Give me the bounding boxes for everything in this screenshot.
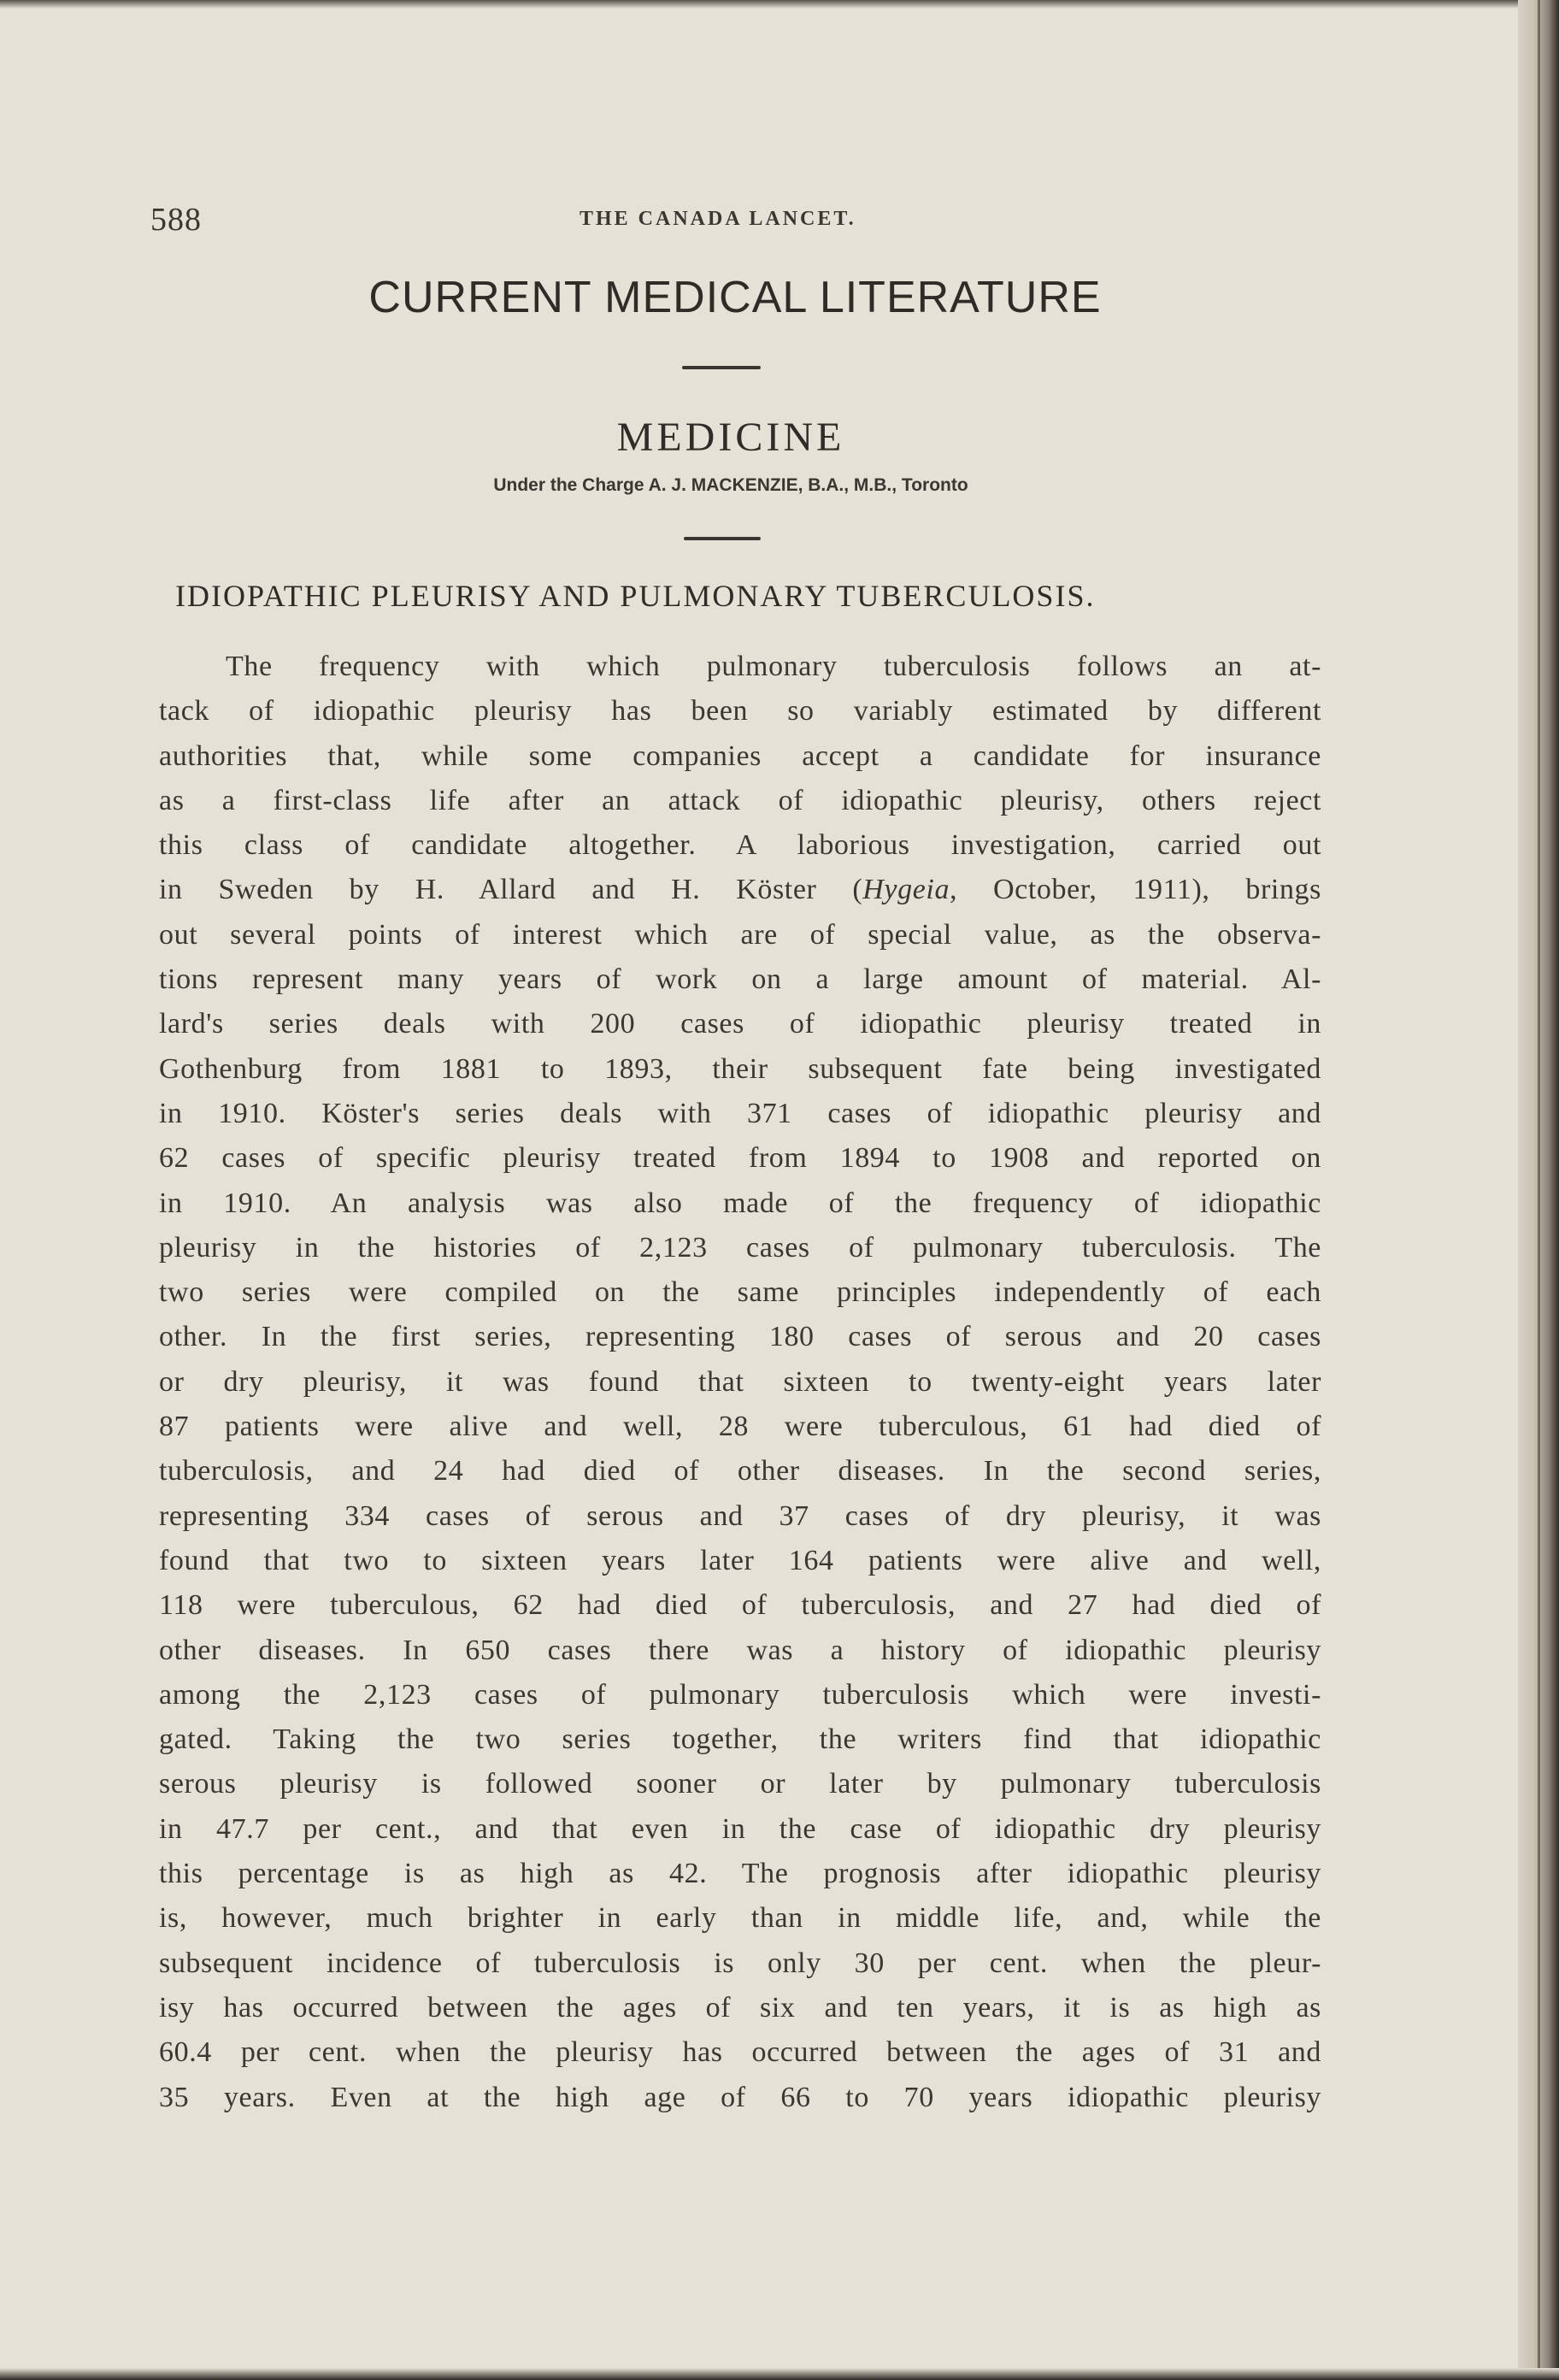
text-line: in 1910. Köster's series deals with 371 cases of idiopathic pleurisy and: [159, 1097, 1321, 1129]
article-title: IDIOPATHIC PLEURISY AND PULMONARY TUBERCULOSIS.: [175, 579, 1096, 613]
text-line: gated. Taking the two series together, the writers find that idiopathic: [159, 1723, 1321, 1756]
text-line: 60.4 per cent. when the pleurisy has occurred between the ages of 31 and: [159, 2036, 1321, 2069]
text-line: in 1910. An analysis was also made of the frequency of idiopathic: [159, 1187, 1321, 1219]
text-line: pleurisy in the histories of 2,123 cases of pulmonary tuberculosis. The: [159, 1231, 1321, 1264]
text-line: 62 cases of specific pleurisy treated from 1894 to 1908 and reported on: [159, 1142, 1321, 1175]
text-line: found that two to sixteen years later 164 patients were alive and well,: [159, 1544, 1321, 1576]
text-line: two series were compiled on the same principles independently of each: [159, 1276, 1321, 1309]
text-line: Gothenburg from 1881 to 1893, their subsequent fate being investigated: [159, 1052, 1321, 1085]
text-line: as a first-class life after an attack of idiopathic pleurisy, others reject: [159, 784, 1321, 816]
text-segment: October, 1911), brings: [957, 874, 1321, 906]
text-line: tions represent many years of work on a large amount of material. Al-: [159, 963, 1321, 996]
ornamental-rule: [684, 537, 761, 540]
page-number: 588: [150, 202, 202, 238]
subsection-title: MEDICINE: [616, 415, 845, 460]
text-line: among the 2,123 cases of pulmonary tuberculosis which were investi-: [159, 1678, 1321, 1711]
text-line: 35 years. Even at the high age of 66 to 70 years idiopathic pleurisy: [159, 2081, 1321, 2113]
text-line: [159, 868, 1321, 912]
text-line: representing 334 cases of serous and 37 cases of dry pleurisy, it was: [159, 1499, 1321, 1532]
text-line: this class of candidate altogether. A laborious investigation, carried out: [159, 829, 1321, 862]
text-line: in 47.7 per cent., and that even in the case of idiopathic dry pleurisy: [159, 1812, 1321, 1845]
running-head: THE CANADA LANCET.: [579, 208, 856, 230]
text-line: tuberculosis, and 24 had died of other diseases. In the second series,: [159, 1455, 1321, 1488]
text-line: tack of idiopathic pleurisy has been so variably estimated by different: [159, 695, 1321, 728]
text-line: out several points of interest which are of special value, as the observa-: [159, 918, 1321, 951]
text-line: The frequency with which pulmonary tuberculosis follows an at-: [226, 651, 1321, 682]
editor-credit: Under the Charge A. J. MACKENZIE, B.A., M.B., Toronto: [493, 475, 968, 495]
ornamental-rule: [682, 366, 761, 369]
text-line: 118 were tuberculous, 62 had died of tuberculosis, and 27 had died of: [159, 1589, 1321, 1622]
article-body: [159, 645, 1321, 2120]
text-segment: in Sweden by H. Allard and H. Köster (: [159, 874, 863, 906]
text-line: lard's series deals with 200 cases of idiopathic pleurisy treated in: [159, 1008, 1321, 1040]
spine-gutter-line: [1538, 0, 1540, 2380]
journal-title: Hygeia,: [862, 874, 958, 906]
text-line: other diseases. In 650 cases there was a history of idiopathic pleurisy: [159, 1634, 1321, 1666]
page-header: [150, 201, 1364, 252]
text-line: is, however, much brighter in early than in middle life, and, while the: [159, 1902, 1321, 1935]
text-line: isy has occurred between the ages of six and ten years, it is as high as: [159, 1991, 1321, 2024]
text-line: 87 patients were alive and well, 28 were tuberculous, 61 had died of: [159, 1411, 1321, 1443]
text-line: or dry pleurisy, it was found that sixteen to twenty-eight years later: [159, 1365, 1321, 1398]
section-title: CURRENT MEDICAL LITERATURE: [368, 273, 1102, 322]
text-line: authorities that, while some companies accept a candidate for insurance: [159, 739, 1321, 772]
text-line: subsequent incidence of tuberculosis is only 30 per cent. when the pleur-: [159, 1947, 1321, 1979]
text-line: serous pleurisy is followed sooner or later by pulmonary tuberculosis: [159, 1768, 1321, 1800]
text-line: this percentage is as high as 42. The prognosis after idiopathic pleurisy: [159, 1858, 1321, 1890]
text-line: other. In the first series, representing 180 cases of serous and 20 cases: [159, 1321, 1321, 1353]
book-spine-edge: [1518, 0, 1559, 2380]
